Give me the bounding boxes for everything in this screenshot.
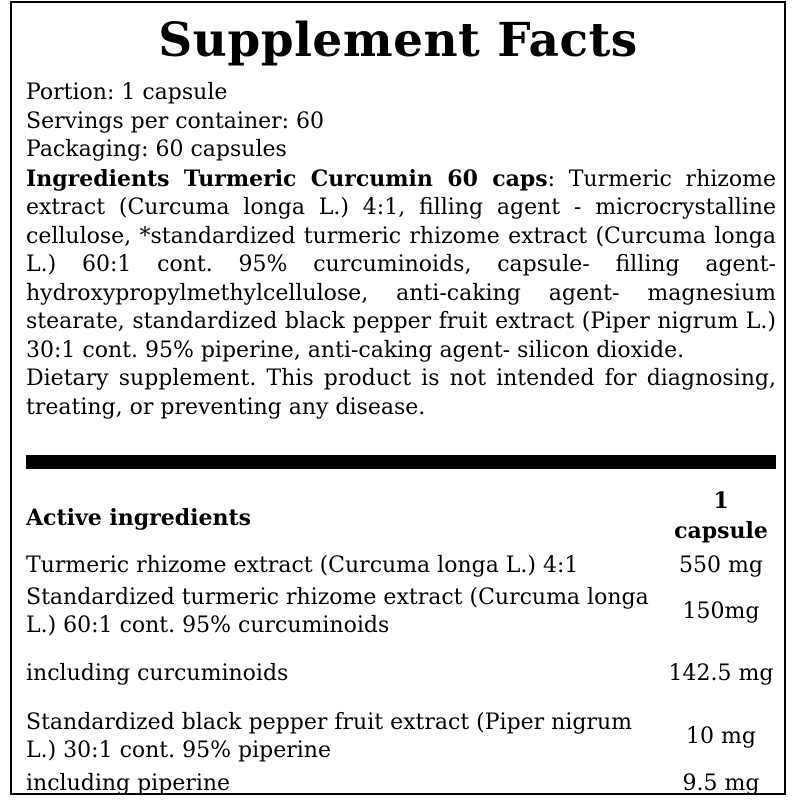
ingredient-amount: 9.5 mg: [682, 771, 760, 796]
dietary-disclaimer: Dietary supplement. This product is not intended for diagnosing, treating, or preventing any disease.: [26, 366, 776, 420]
ingredients-text: : Turmeric rhizome extract (Curcuma longa L.) 4:1, filling agent - microcrystalline cellulose, *standardized turmeric rhizome extract (Curcuma longa L.) 60:1 cont. 95% curcuminoids, capsule- filling agent- hydroxypropylmethylcellulose, anti-caking agent- magnesium stearate, standardized black pepper fruit extract (Piper nigrum L.) 30:1 cont. 95% piperine, anti-caking agent- silicon dioxide.: [26, 166, 776, 363]
active-ingredients-table: [26, 481, 776, 799]
ingredient-amount: 550 mg: [679, 552, 763, 578]
header-serving-amount: 1 capsule: [674, 487, 768, 544]
ingredient-name: Turmeric rhizome extract (Curcuma longa L.) 4:1: [26, 552, 579, 578]
ingredients-paragraph: [26, 165, 776, 366]
label-title: Supplement Facts: [158, 13, 638, 68]
table-header-row: [26, 481, 776, 550]
product-info: [26, 79, 776, 422]
portion-line: Portion: 1 capsule: [26, 80, 228, 105]
servings-line: Servings per container: 60: [26, 108, 325, 134]
header-active-ingredients: Active ingredients: [26, 504, 252, 531]
ingredient-name: Standardized turmeric rhizome extract (Curcuma longa L.) 60:1 cont. 95% curcuminoids: [26, 585, 649, 638]
table-row: [26, 643, 776, 705]
ingredients-heading: Ingredients Turmeric Curcumin 60 caps: [26, 165, 548, 192]
ingredient-amount: 142.5 mg: [668, 661, 774, 686]
packaging-line: Packaging: 60 capsules: [26, 137, 287, 162]
ingredient-name: including curcuminoids: [26, 661, 289, 686]
ingredient-name: Standardized black pepper fruit extract (Piper nigrum L.) 30:1 cont. 95% piperine: [26, 710, 633, 763]
ingredient-amount: 10 mg: [686, 724, 756, 749]
table-row: [26, 550, 776, 581]
ingredient-name: including piperine: [26, 771, 231, 796]
thick-divider: [26, 455, 776, 469]
supplement-facts-label: [10, 1, 786, 795]
table-row: [26, 581, 776, 643]
table-row: [26, 705, 776, 769]
ingredient-amount: 150mg: [682, 599, 760, 624]
table-row: [26, 769, 776, 799]
